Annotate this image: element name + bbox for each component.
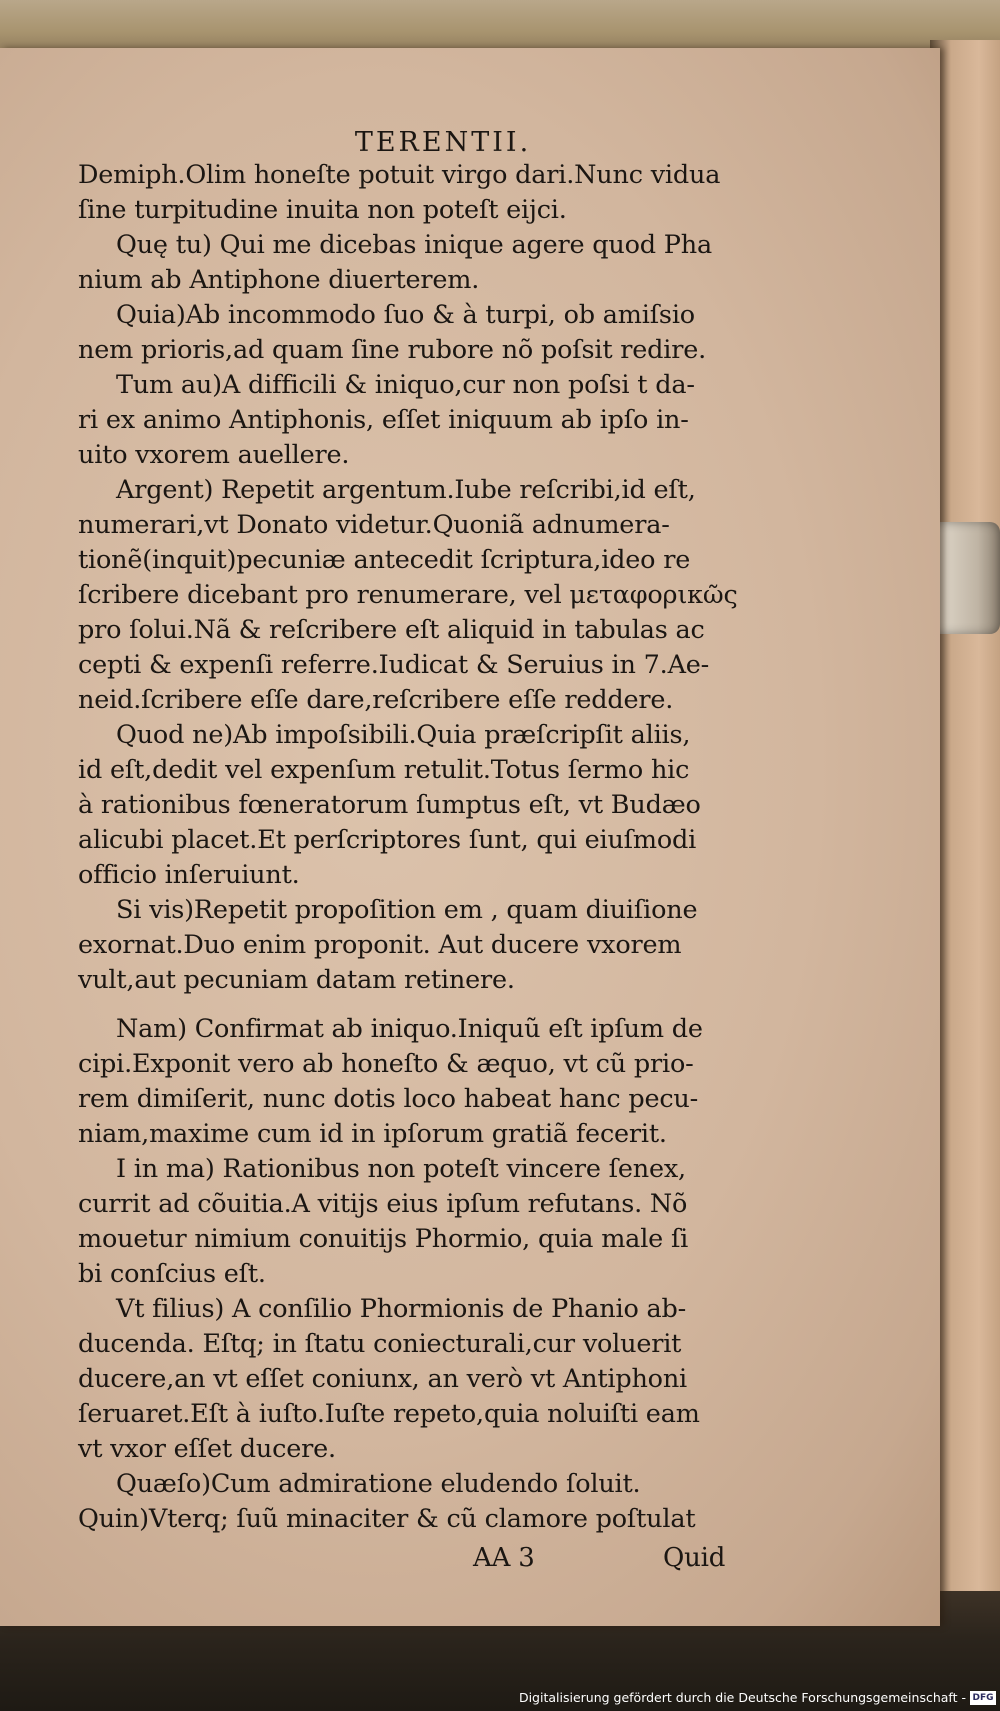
- text-line: numerari,vt Donato videtur.Quoniã adnumera-: [78, 510, 670, 540]
- digitization-credit: [519, 1690, 996, 1705]
- text-line: ducenda. Eſtq; in ſtatu coniecturali,cur voluerit: [78, 1329, 682, 1359]
- text-line: bi conſcius eſt.: [78, 1259, 266, 1289]
- binding-right-edge: [930, 40, 1000, 1680]
- commentary-paragraph: [78, 473, 738, 718]
- page-footer: [78, 1541, 726, 1581]
- text-line: Nam) Confirmat ab iniquo.Iniquũ eſt ipſum de: [116, 1014, 703, 1044]
- credit-text: Digitalisierung gefördert durch die Deutsche Forschungsgemeinschaft -: [518, 1690, 966, 1705]
- commentary-paragraph: [78, 1467, 718, 1502]
- text-line: nem prioris,ad quam ſine rubore nõ poſsit redire.: [78, 335, 707, 365]
- text-line: Quę tu) Qui me dicebas inique agere quod Pha: [116, 230, 712, 260]
- text-line: Quæſo)Cum admiratione eludendo ſoluit.: [116, 1469, 641, 1499]
- dfg-logo-icon: DFG: [970, 1691, 996, 1705]
- text-line: ri ex animo Antiphonis, eſſet iniquum ab ipſo in-: [78, 405, 689, 435]
- text-line: Quin)Vterq; ſuũ minaciter & cũ clamore poſtulat: [78, 1504, 696, 1534]
- commentary-paragraph: [78, 1012, 718, 1152]
- commentary-paragraph: [78, 718, 718, 893]
- text-line: Quod ne)Ab impoſsibili.Quia præſcripſit aliis,: [116, 720, 691, 750]
- text-line: neid.ſcribere eſſe dare,reſcribere eſſe reddere.: [78, 685, 674, 715]
- commentary-paragraph: [78, 893, 718, 998]
- text-line: ſcribere dicebant pro renumerare, vel μεταφορικῶς: [78, 580, 738, 610]
- text-line: currit ad cõuitia.A vitijs eius ipſum refutans. Nõ: [78, 1189, 688, 1219]
- text-line: officio inſeruiunt.: [78, 860, 300, 890]
- text-line: Tum au)A difficili & iniquo,cur non poſsi t da-: [116, 370, 695, 400]
- commentary-paragraph: [78, 228, 718, 298]
- commentary-paragraph: [78, 298, 718, 368]
- catchword: Quid: [663, 1543, 726, 1573]
- running-head: TERENTII.: [354, 127, 532, 158]
- text-line: pro ſolui.Nã & reſcribere eſt aliquid in tabulas ac: [78, 615, 705, 645]
- commentary-paragraph: [78, 1502, 718, 1537]
- commentary-body: [78, 158, 738, 1537]
- text-line: Argent) Repetit argentum.Iube reſcribi,id eſt,: [116, 475, 696, 505]
- text-line: tionẽ(inquit)pecuniæ antecedit ſcriptura,ideo re: [78, 545, 691, 575]
- text-line: id eſt,dedit vel expenſum retulit.Totus ſermo hic: [78, 755, 690, 785]
- text-line: Demiph.Olim honeſte potuit virgo dari.Nunc vidua: [78, 160, 721, 190]
- page-text-block: [78, 126, 738, 1581]
- text-line: à rationibus fœneratorum ſumptus eſt, vt Budæo: [78, 790, 701, 820]
- text-line: nium ab Antiphone diuerterem.: [78, 265, 480, 295]
- commentary-paragraph: [78, 368, 718, 473]
- text-line: I in ma) Rationibus non poteſt vincere ſenex,: [116, 1154, 686, 1184]
- commentary-paragraph: [78, 1292, 718, 1467]
- text-line: ducere,an vt eſſet coniunx, an verò vt Antiphoni: [78, 1364, 688, 1394]
- text-line: Si vis)Repetit propoſition em , quam diuiſione: [116, 895, 698, 925]
- text-line: mouetur nimium conuitijs Phormio, quia male ſi: [78, 1224, 689, 1254]
- text-line: cepti & expenſi referre.Iudicat & Seruius in 7.Ae-: [78, 650, 710, 680]
- commentary-paragraph: [78, 158, 721, 228]
- text-line: cipi.Exponit vero ab honeſto & æquo, vt cũ prio-: [78, 1049, 694, 1079]
- signature-mark: AA 3: [473, 1543, 535, 1573]
- text-line: vult,aut pecuniam datam retinere.: [78, 965, 515, 995]
- text-line: ſeruaret.Eſt à iuſto.Iuſte repeto,quia noluiſti eam: [78, 1399, 700, 1429]
- text-line: ſine turpitudine inuita non poteſt eijci.: [78, 195, 567, 225]
- text-line: vt vxor eſſet ducere.: [78, 1434, 336, 1464]
- text-line: Quia)Ab incommodo ſuo & à turpi, ob amiſsio: [116, 300, 695, 330]
- text-line: rem dimiſerit, nunc dotis loco habeat hanc pecu-: [78, 1084, 699, 1114]
- text-line: Vt filius) A conſilio Phormionis de Phanio ab-: [116, 1294, 687, 1324]
- commentary-paragraph: [78, 1152, 718, 1292]
- book-page: [0, 48, 940, 1626]
- text-line: alicubi placet.Et perſcriptores ſunt, qui eiuſmodi: [78, 825, 697, 855]
- text-line: exornat.Duo enim proponit. Aut ducere vxorem: [78, 930, 682, 960]
- text-line: niam,maxime cum id in ipſorum gratiã fecerit.: [78, 1119, 667, 1149]
- text-line: uito vxorem auellere.: [78, 440, 350, 470]
